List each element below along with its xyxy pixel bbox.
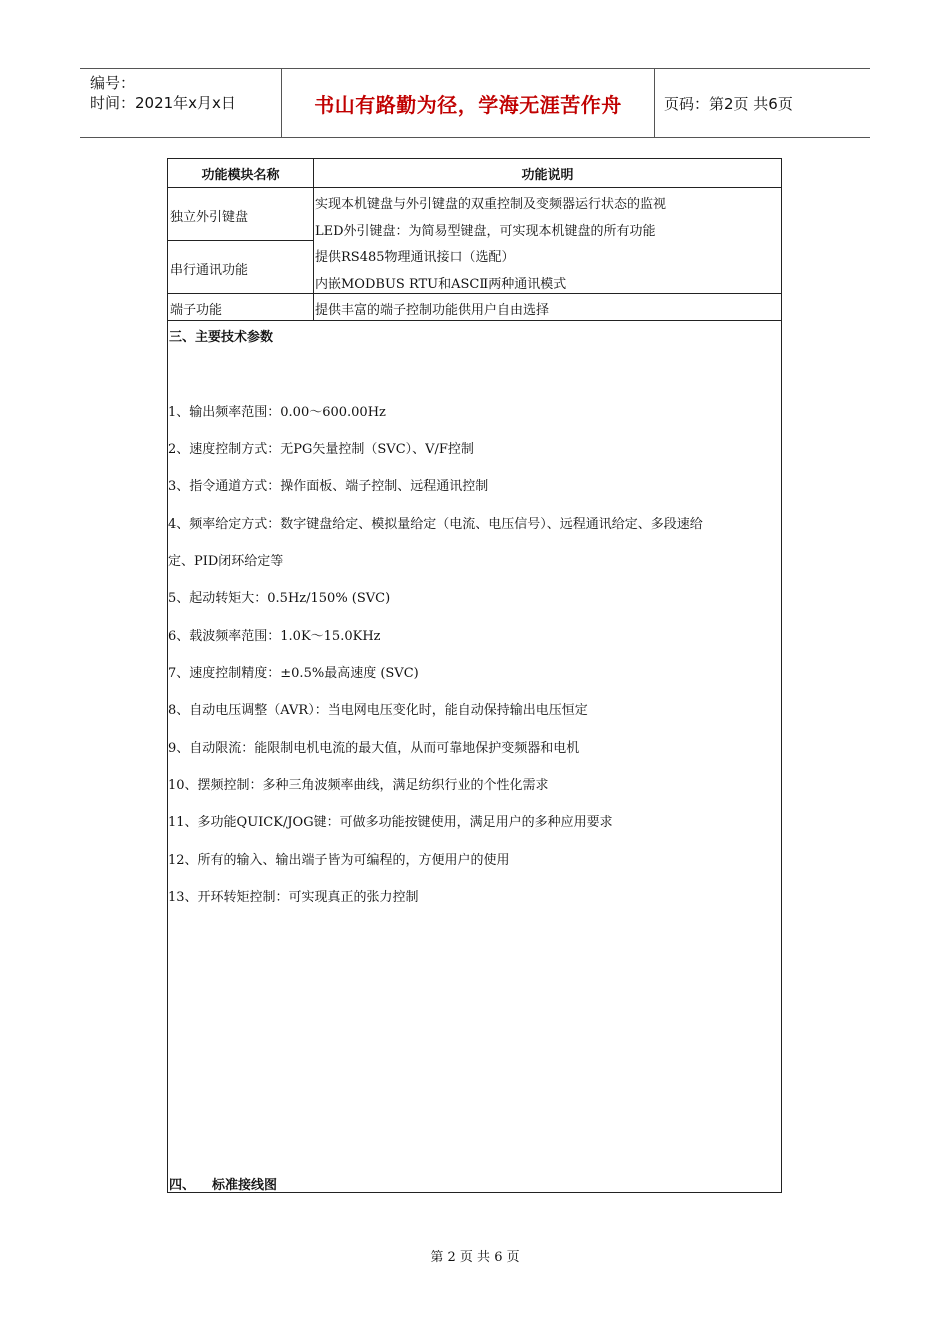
header-divider — [654, 69, 655, 137]
spec-item: 3、指令通道方式：操作面板、端子控制、远程通讯控制 — [168, 479, 489, 494]
table-rule — [168, 187, 781, 188]
table-rule — [168, 240, 313, 241]
table-header-desc: 功能说明 — [521, 167, 574, 183]
spec-item: 2、速度控制方式：无PG矢量控制（SVC）、V/F控制 — [168, 442, 474, 457]
table-row-desc: 提供RS485物理通讯接口（选配） — [315, 250, 515, 265]
header-meta — [90, 73, 236, 113]
page-footer: 第 2 页 共 6 页 — [430, 1250, 520, 1265]
page-header — [80, 68, 870, 138]
spec-item: 6、载波频率范围：1.0K～15.0KHz — [168, 629, 381, 644]
section-title: 标准接线图 — [212, 1178, 278, 1193]
doc-number-label: 编号： — [90, 74, 136, 92]
spec-item: 7、速度控制精度：±0.5%最高速度 (SVC) — [168, 666, 419, 681]
header-motto: 书山有路勤为径，学海无涯苦作舟 — [314, 92, 622, 117]
spec-item: 1、输出频率范围：0.00～600.00Hz — [168, 405, 386, 420]
content-frame — [167, 158, 782, 1193]
table-rule — [168, 293, 781, 294]
spec-item: 12、所有的输入、输出端子皆为可编程的，方便用户的使用 — [168, 853, 510, 868]
table-header-name: 功能模块名称 — [201, 167, 280, 183]
table-row-name: 端子功能 — [170, 303, 223, 318]
table-rule — [168, 320, 781, 321]
table-row-name: 独立外引键盘 — [170, 210, 249, 225]
table-row-desc: LED外引键盘：为简易型键盘，可实现本机键盘的所有功能 — [315, 224, 656, 239]
section-title: 三、主要技术参数 — [169, 330, 274, 345]
table-row-desc: 内嵌MODBUS RTU和ASCⅡ两种通讯模式 — [315, 277, 567, 292]
spec-item: 13、开环转矩控制：可实现真正的张力控制 — [168, 890, 419, 905]
section-number: 四、 — [169, 1178, 196, 1193]
table-row-desc: 实现本机键盘与外引键盘的双重控制及变频器运行状态的监视 — [315, 197, 667, 212]
spec-item: 8、自动电压调整（AVR）：当电网电压变化时，能自动保持输出电压恒定 — [168, 703, 588, 718]
header-page-label: 页码：第2页 共6页 — [664, 94, 793, 113]
table-row-desc: 提供丰富的端子控制功能供用户自由选择 — [315, 303, 550, 318]
spec-item: 9、自动限流：能限制电机电流的最大值，从而可靠地保护变频器和电机 — [168, 741, 580, 756]
spec-item: 4、频率给定方式：数字键盘给定、模拟量给定（电流、电压信号）、远程通讯给定、多段速给 — [168, 517, 703, 532]
doc-time-label: 时间：2021年x月x日 — [90, 94, 236, 112]
spec-item: 5、起动转矩大：0.5Hz/150% (SVC) — [168, 591, 391, 606]
table-row-name: 串行通讯功能 — [170, 263, 249, 278]
spec-item: 11、多功能QUICK/JOG键：可做多功能按键使用，满足用户的多种应用要求 — [168, 815, 613, 830]
spec-item: 10、摆频控制：多种三角波频率曲线，满足纺织行业的个性化需求 — [168, 778, 549, 793]
spec-item: 定、PID闭环给定等 — [168, 554, 284, 569]
